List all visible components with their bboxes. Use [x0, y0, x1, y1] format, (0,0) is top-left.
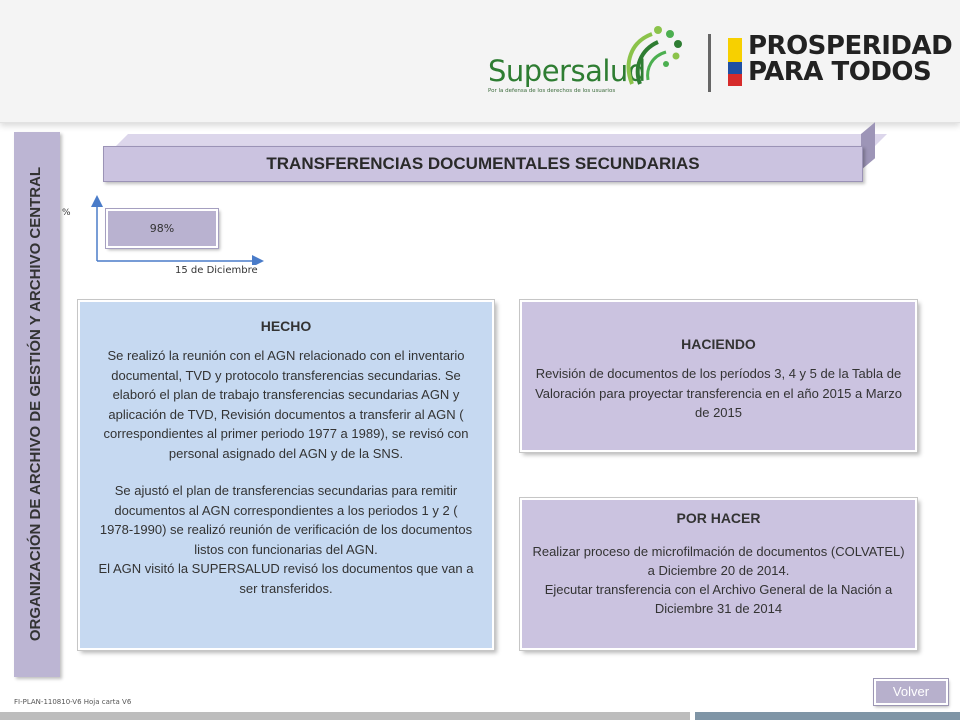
- hecho-title: HECHO: [260, 318, 312, 334]
- page-title: TRANSFERENCIAS DOCUMENTALES SECUNDARIAS: [103, 146, 863, 182]
- colombia-flag-icon: [728, 38, 742, 86]
- footer-document-code: FI-PLAN-110810-V6 Hoja carta V6: [14, 698, 132, 706]
- por-hacer-line-2: Ejecutar transferencia con el Archivo General de la Nación a Diciembre 31 de 2014: [544, 582, 893, 616]
- prosperidad-line1: PROSPERIDAD: [748, 31, 953, 61]
- por-hacer-title: POR HACER: [676, 510, 761, 526]
- hecho-paragraph-2: Se ajustó el plan de transferencias secundarias para remitir documentos al AGN correspondientes a los periodos 1 y 2 ( 1978-1990) se realizó reunión de verificación de los documentos listos con funcionarias del AGN.: [99, 483, 473, 557]
- por-hacer-line-1: Realizar proceso de microfilmación de documentos (COLVATEL) a Diciembre 20 de 2014.: [532, 544, 905, 578]
- prosperidad-line2: PARA TODOS: [748, 57, 932, 87]
- logo-divider: [708, 34, 711, 92]
- footer-bar-gray: [0, 712, 690, 720]
- haciendo-title: HACIENDO: [681, 336, 756, 352]
- progress-axis-label: %: [62, 208, 71, 218]
- supersalud-swirl-icon: [618, 24, 686, 90]
- supersalud-logo: [488, 24, 698, 104]
- hecho-paragraph-3: El AGN visitó la SUPERSALUD revisó los documentos que van a ser transferidos.: [98, 561, 474, 596]
- progress-value-box: 98%: [106, 209, 218, 248]
- supersalud-logo-text: Supersalud: [488, 54, 646, 88]
- footer-bar-blue: [695, 712, 960, 720]
- haciendo-body: Revisión de documentos de los períodos 3, 4 y 5 de la Tabla de Valoración para proyectar transferencia en el año 2015 a Marzo de 2015: [535, 366, 902, 420]
- sidebar-vertical-bar: [14, 132, 60, 677]
- prosperidad-logo-text: [748, 33, 952, 85]
- title-banner-bevel-top: [116, 134, 887, 146]
- title-banner-bevel-side: [861, 122, 875, 170]
- hecho-panel: [78, 300, 494, 650]
- por-hacer-panel: [520, 498, 917, 650]
- hecho-paragraph-1: Se realizó la reunión con el AGN relacionado con el inventario documental, TVD y protocolo transferencias secundarias. Se elaboró el plan de trabajo transferencias secundarias AGN y aplicación de TVD, Revisión documentos a transferir al AGN ( correspondientes al primer periodo 1977 a 1989), se revisó con personal asignado del AGN y de la SNS.: [103, 348, 469, 461]
- sidebar-vertical-title: ORGANIZACIÓN DE ARCHIVO DE GESTIÓN Y ARCHIVO CENTRAL: [27, 166, 44, 642]
- supersalud-logo-tagline: Por la defensa de los derechos de los usuarios: [488, 88, 616, 94]
- progress-date-label: 15 de Diciembre: [175, 265, 258, 276]
- volver-button[interactable]: Volver: [874, 679, 948, 705]
- haciendo-panel: [520, 300, 917, 452]
